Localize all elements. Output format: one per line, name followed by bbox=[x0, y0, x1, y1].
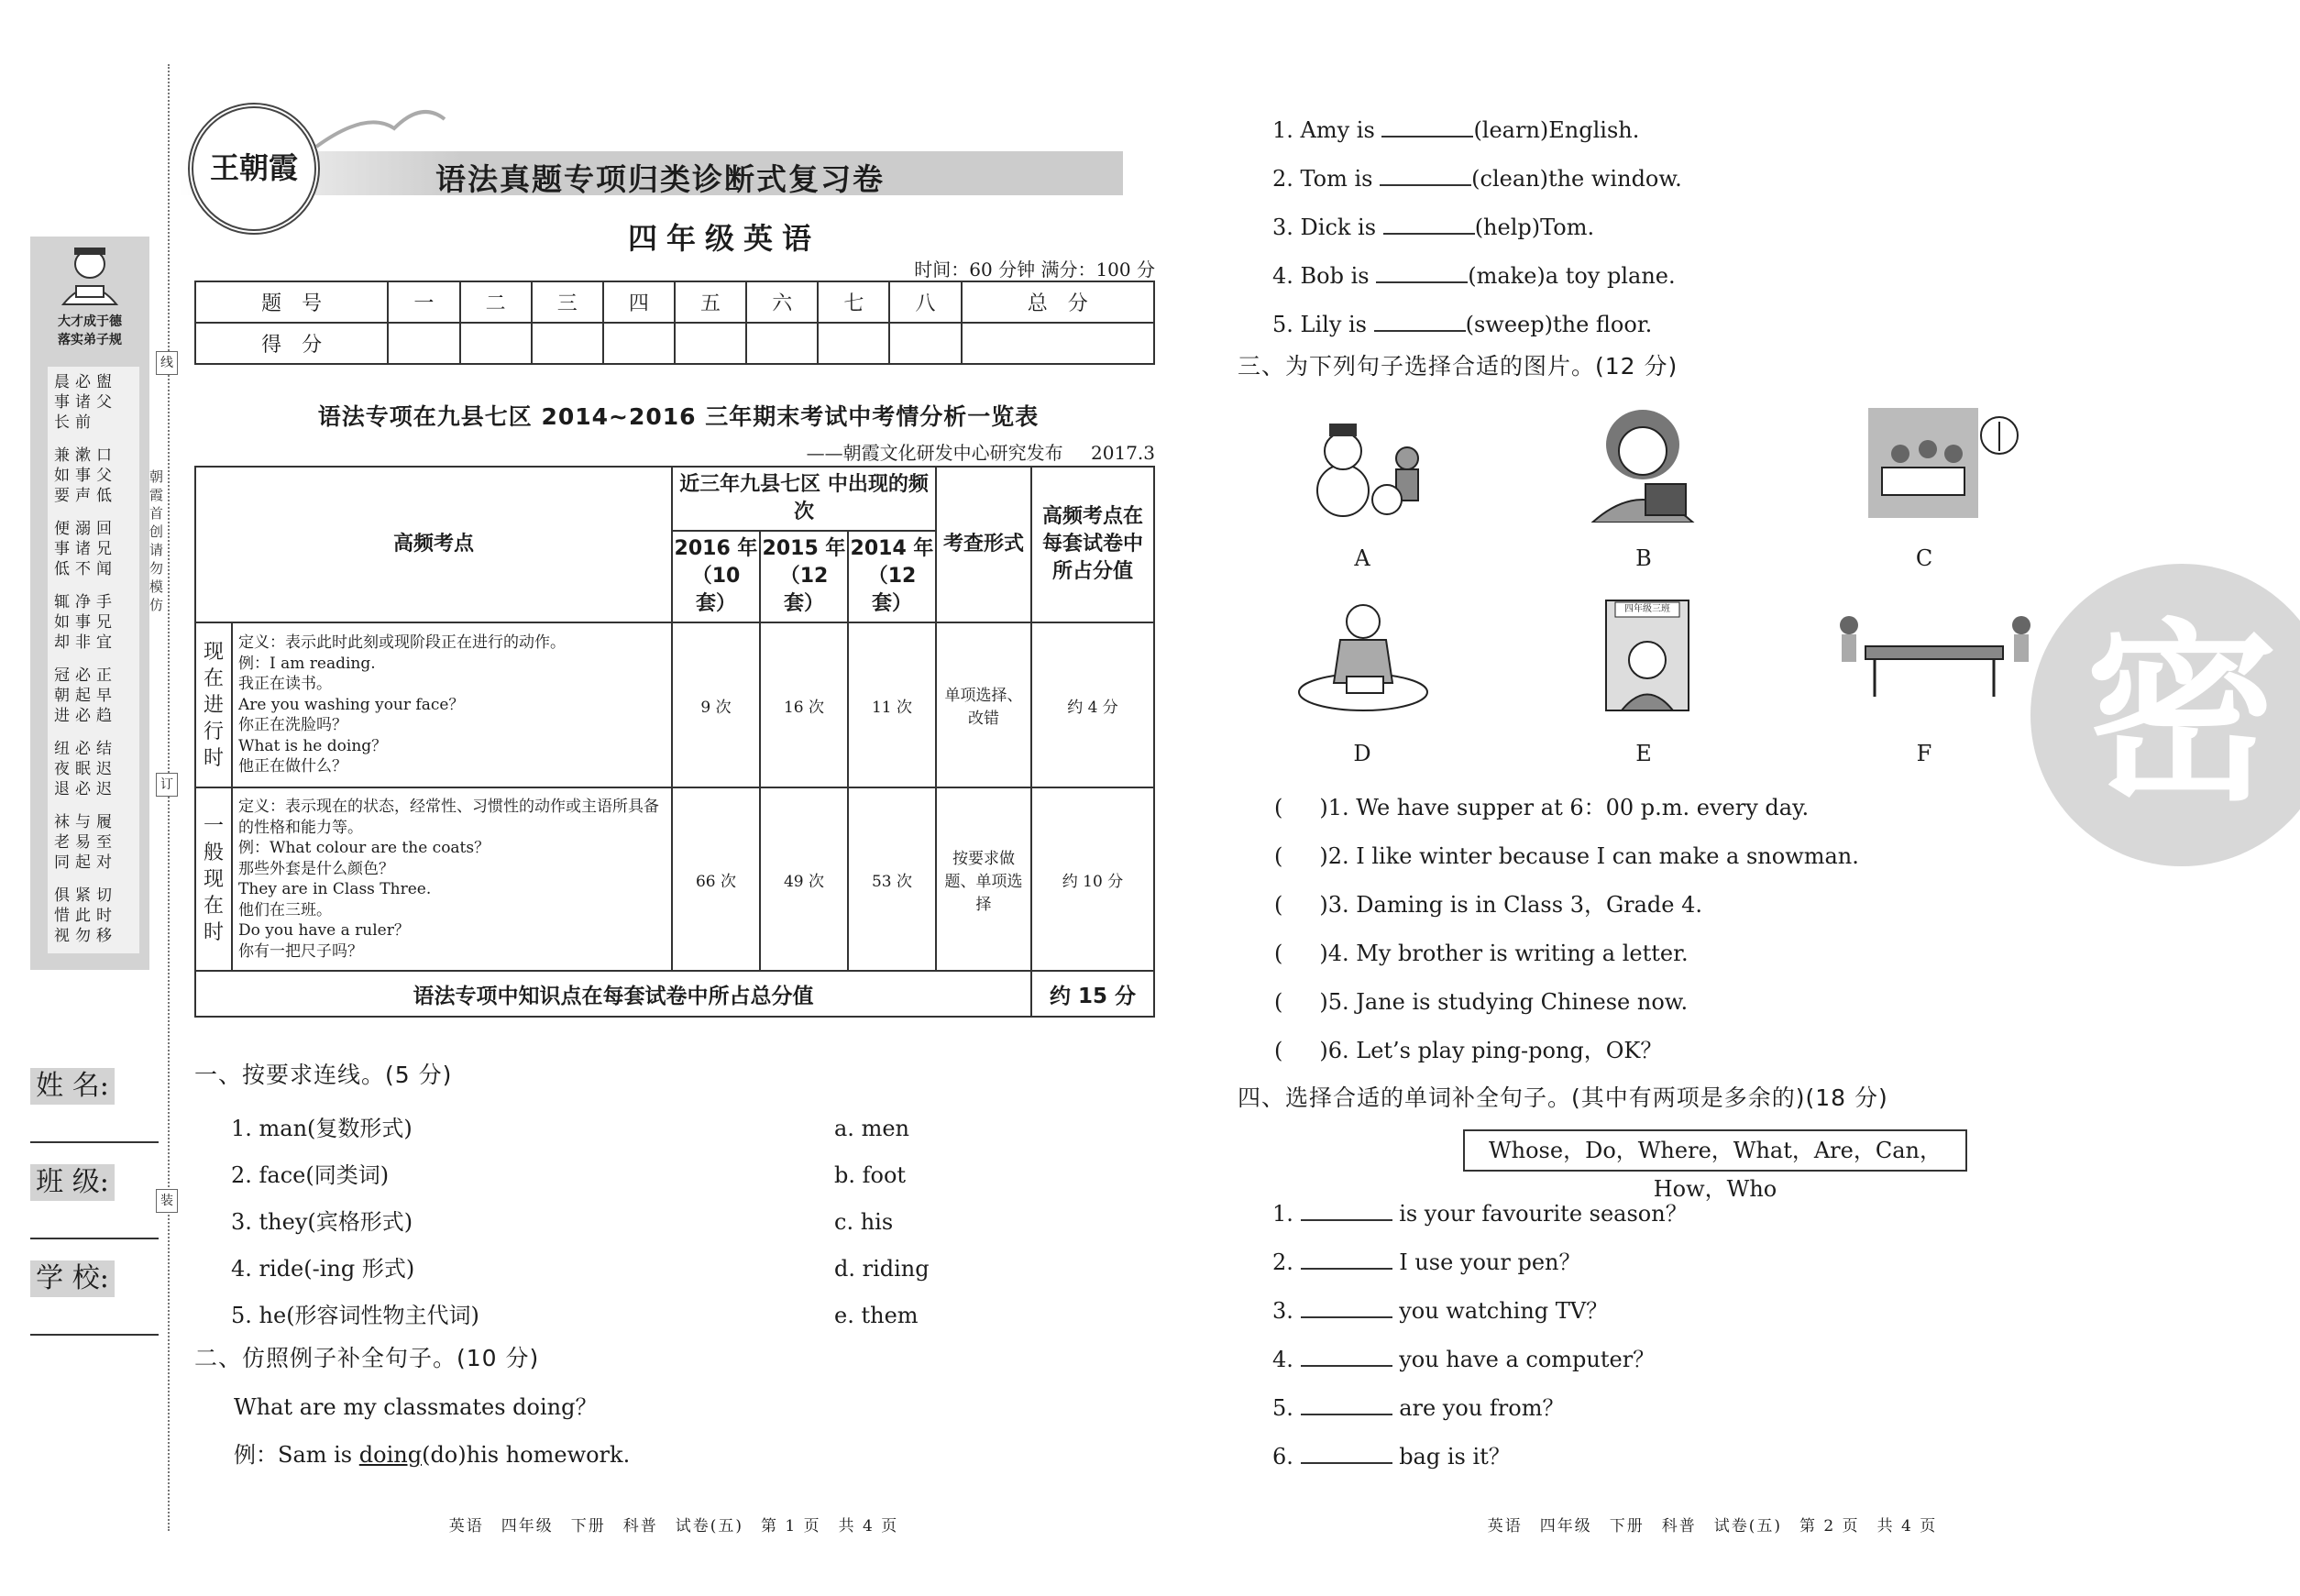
table-row bbox=[195, 622, 1154, 787]
header-form: 考查形式 bbox=[936, 467, 1031, 622]
school-field[interactable] bbox=[30, 1334, 159, 1336]
fill-item: 1. Amy is (learn)English. bbox=[1272, 117, 1640, 143]
banner-title: 语法真题专项归类诊断式复习卷 bbox=[435, 161, 885, 197]
picture-label: B bbox=[1635, 545, 1652, 571]
analysis-source bbox=[697, 438, 1155, 465]
header-frequency: 近三年九县七区 中出现的频次 bbox=[672, 467, 936, 531]
fold-note: 朝霞首创 请勿模仿 bbox=[149, 468, 164, 613]
score-cell[interactable] bbox=[532, 323, 603, 364]
fill-item: 6. bag is it？ bbox=[1272, 1444, 1511, 1469]
school-label: 学 校: bbox=[30, 1260, 115, 1297]
answer-blank[interactable] bbox=[1301, 1393, 1392, 1415]
score-label-cell: 得 分 bbox=[195, 323, 388, 364]
answer-blank[interactable] bbox=[1301, 1345, 1392, 1367]
answer-blank[interactable] bbox=[1374, 310, 1466, 332]
ribbon-icon bbox=[312, 101, 449, 156]
section2-example: 例：Sam is doing(do)his homework. bbox=[234, 1442, 631, 1468]
analysis-title: 语法专项在九县七区 2014~2016 三年期末考试中考情分析一览表 bbox=[317, 403, 1040, 430]
family-dinner-picture bbox=[1864, 403, 2019, 523]
choice-item: ( )2. I like winter because I can make a snowman. bbox=[1274, 843, 1859, 869]
score-cell[interactable] bbox=[603, 323, 675, 364]
verse-group: 晨必盥事诸父长前 bbox=[54, 373, 117, 432]
score-cell[interactable] bbox=[962, 323, 1154, 364]
fold-mark: 装 bbox=[156, 1189, 178, 1213]
score-header-cell: 题 号 bbox=[195, 281, 388, 323]
choice-item: ( )4. My brother is writing a letter. bbox=[1274, 941, 1689, 966]
section4-items bbox=[1272, 1190, 1688, 1481]
matching-right-list bbox=[834, 1106, 930, 1339]
verse-group: 辄净手如事兄却非宜 bbox=[54, 593, 117, 652]
fill-item: 4. Bob is (make)a toy plane. bbox=[1272, 263, 1676, 289]
time-info: 时间：60 分钟 满分：100 分 bbox=[914, 259, 1155, 281]
fold-mark: 订 bbox=[156, 773, 178, 797]
verse-group: 兼漱口如事父要声低 bbox=[54, 446, 117, 505]
verse-group: 纽必结夜眠迟退必迟 bbox=[54, 740, 117, 798]
picture-label: D bbox=[1353, 741, 1371, 766]
value-cell: 约 10 分 bbox=[1031, 787, 1154, 971]
verse-group: 便溺回事诸兄低不闻 bbox=[54, 520, 117, 578]
score-header-cell: 二 bbox=[460, 281, 532, 323]
match-left-item[interactable]: 3. they(宾格形式) bbox=[231, 1209, 413, 1235]
fill-item: 5. are you from？ bbox=[1272, 1395, 1565, 1421]
fill-item: 1. is your favourite season？ bbox=[1272, 1201, 1688, 1227]
reading-girl-picture bbox=[1565, 403, 1721, 523]
scholar-icon bbox=[50, 244, 129, 308]
score-cell[interactable] bbox=[460, 323, 532, 364]
match-left-item[interactable]: 5. he(形容词性物主代词) bbox=[231, 1303, 479, 1328]
side-motto: 大才成于德 落实弟子规 bbox=[58, 314, 122, 347]
score-header-cell: 八 bbox=[889, 281, 961, 323]
brand-logo: 王朝霞 bbox=[188, 103, 320, 235]
name-label: 姓 名: bbox=[30, 1068, 115, 1105]
ping-pong-picture bbox=[1829, 596, 2040, 715]
picture-label: C bbox=[1915, 545, 1933, 571]
header-2016: 2016 年（10 套） bbox=[672, 531, 760, 622]
answer-blank[interactable] bbox=[1301, 1442, 1392, 1464]
count-cell: 53 次 bbox=[848, 787, 936, 971]
picture-label: F bbox=[1916, 741, 1932, 766]
fill-item: 5. Lily is (sweep)the floor. bbox=[1272, 312, 1653, 337]
matching-left-list bbox=[231, 1106, 479, 1339]
score-header-cell: 四 bbox=[603, 281, 675, 323]
source-date: 2017.3 bbox=[1091, 442, 1155, 464]
picture-label: A bbox=[1354, 545, 1370, 571]
verse-group: 袜与履老易至同起对 bbox=[54, 813, 117, 872]
score-value-row bbox=[195, 323, 1154, 364]
score-header-row bbox=[195, 281, 1154, 323]
section2-question: What are my classmates doing？ bbox=[234, 1394, 598, 1420]
header-value: 高频考点在每套试卷中所占分值 bbox=[1031, 467, 1154, 622]
fill-item: 3. Dick is (help)Tom. bbox=[1272, 215, 1595, 240]
definition-cell: 定义：表示此时此刻或现阶段正在进行的动作。 例：I am reading. 我正在读书。 Are you washing your face？ 你正在洗脸吗？ What is he doing？ 他正在做什么？ bbox=[232, 622, 672, 787]
classroom-picture bbox=[1565, 596, 1721, 715]
score-cell[interactable] bbox=[388, 323, 459, 364]
choice-item: ( )1. We have supper at 6：00 p.m. every day. bbox=[1274, 795, 1810, 820]
answer-blank[interactable] bbox=[1301, 1199, 1392, 1221]
score-header-cell: 六 bbox=[746, 281, 818, 323]
score-cell[interactable] bbox=[818, 323, 889, 364]
match-right-item[interactable]: c. his bbox=[834, 1209, 894, 1235]
answer-blank[interactable] bbox=[1301, 1248, 1392, 1270]
score-header-cell: 三 bbox=[532, 281, 603, 323]
choice-item: ( )6. Let’s play ping-pong，OK？ bbox=[1274, 1038, 1663, 1063]
table-row bbox=[195, 787, 1154, 971]
section4-heading: 四、选择合适的单词补全句子。(其中有两项是多余的)(18 分) bbox=[1238, 1084, 1888, 1111]
header-points: 高频考点 bbox=[195, 467, 672, 622]
score-header-cell: 五 bbox=[675, 281, 746, 323]
match-left-item[interactable]: 2. face(同类词) bbox=[231, 1162, 390, 1188]
count-cell: 66 次 bbox=[672, 787, 760, 971]
watermark-glyph: 密 bbox=[2085, 602, 2278, 827]
score-cell[interactable] bbox=[889, 323, 961, 364]
score-header-cell: 七 bbox=[818, 281, 889, 323]
verse-group: 俱紧切惜此时视勿移 bbox=[54, 886, 117, 945]
answer-blank[interactable] bbox=[1301, 1296, 1392, 1318]
match-right-item[interactable]: e. them bbox=[834, 1303, 919, 1328]
value-cell: 约 4 分 bbox=[1031, 622, 1154, 787]
score-header-cell: 总 分 bbox=[962, 281, 1154, 323]
picture-label: E bbox=[1635, 741, 1652, 766]
answer-blank[interactable] bbox=[1380, 164, 1471, 186]
section2-heading: 二、仿照例子补全句子。(10 分) bbox=[194, 1345, 540, 1371]
class-label: 班 级: bbox=[30, 1164, 115, 1201]
match-right-item[interactable]: d. riding bbox=[834, 1256, 930, 1282]
definition-cell: 定义：表示现在的状态，经常性、习惯性的动作或主语所具备的性格和能力等。 例：What colour are the coats？ 那些外套是什么颜色？ They are in Class Three. 他们在三班。 Do you have a ruler？ 你有一把尺子吗？ bbox=[232, 787, 672, 971]
classroom-sign: 四年级三班 bbox=[1624, 604, 1670, 614]
fill-item: 3. you watching TV？ bbox=[1272, 1298, 1609, 1324]
count-cell: 49 次 bbox=[760, 787, 848, 971]
source-text: ——朝霞文化研发中心研究发布 bbox=[806, 442, 1063, 464]
fill-item: 2. Tom is (clean)the window. bbox=[1272, 166, 1682, 192]
page-title: 四年级英语 bbox=[627, 221, 820, 256]
fold-line bbox=[168, 64, 170, 1531]
total-row bbox=[195, 971, 1154, 1017]
fill-item: 2. I use your pen？ bbox=[1272, 1249, 1581, 1275]
fill-item: 4. you have a computer？ bbox=[1272, 1347, 1656, 1372]
header-2015: 2015 年（12 套） bbox=[760, 531, 848, 622]
footer-right: 英语 四年级 下册 科普 试卷(五) 第 2 页 共 4 页 bbox=[1487, 1517, 1938, 1535]
footer-left: 英语 四年级 下册 科普 试卷(五) 第 1 页 共 4 页 bbox=[448, 1517, 899, 1535]
analysis-table bbox=[194, 466, 1155, 1018]
fold-mark: 线 bbox=[156, 351, 178, 375]
section1-heading: 一、按要求连线。(5 分) bbox=[194, 1062, 453, 1088]
section2-items bbox=[1272, 106, 1682, 349]
match-right-item[interactable]: b. foot bbox=[834, 1162, 907, 1188]
snowman-picture bbox=[1288, 403, 1444, 523]
answer-blank[interactable] bbox=[1376, 261, 1468, 283]
score-cell[interactable] bbox=[746, 323, 818, 364]
choice-item: ( )3. Daming is in Class 3，Grade 4. bbox=[1274, 892, 1703, 918]
answer-blank[interactable] bbox=[1381, 116, 1473, 138]
writing-boy-picture bbox=[1290, 596, 1446, 715]
score-header-cell: 一 bbox=[388, 281, 459, 323]
score-cell[interactable] bbox=[675, 323, 746, 364]
total-value: 约 15 分 bbox=[1031, 971, 1154, 1017]
word-bank: Whose，Do，Where，What，Are，Can，How，Who bbox=[1463, 1129, 1967, 1172]
section3-items bbox=[1274, 784, 1859, 1075]
choice-item: ( )5. Jane is studying Chinese now. bbox=[1274, 989, 1689, 1015]
verse-group: 冠必正朝起早进必趋 bbox=[54, 666, 117, 725]
example-answer: doing bbox=[358, 1442, 423, 1468]
count-cell: 11 次 bbox=[848, 622, 936, 787]
header-2014: 2014 年（12 套） bbox=[848, 531, 936, 622]
match-left-item[interactable]: 4. ride(-ing 形式) bbox=[231, 1256, 415, 1282]
side-verses bbox=[48, 367, 139, 953]
total-label: 语法专项中知识点在每套试卷中所占总分值 bbox=[195, 971, 1031, 1017]
answer-blank[interactable] bbox=[1383, 213, 1475, 235]
match-left-item[interactable]: 1. man(复数形式) bbox=[231, 1116, 413, 1141]
form-cell: 单项选择、改错 bbox=[936, 622, 1031, 787]
count-cell: 16 次 bbox=[760, 622, 848, 787]
topic-cell: 一般现在时 bbox=[195, 787, 232, 971]
section3-heading: 三、为下列句子选择合适的图片。(12 分) bbox=[1238, 353, 1678, 380]
topic-cell: 现在进行时 bbox=[195, 622, 232, 787]
match-right-item[interactable]: a. men bbox=[834, 1116, 909, 1141]
class-field[interactable] bbox=[30, 1238, 159, 1239]
score-table bbox=[194, 281, 1155, 365]
name-field[interactable] bbox=[30, 1141, 159, 1143]
form-cell: 按要求做题、单项选择 bbox=[936, 787, 1031, 971]
count-cell: 9 次 bbox=[672, 622, 760, 787]
